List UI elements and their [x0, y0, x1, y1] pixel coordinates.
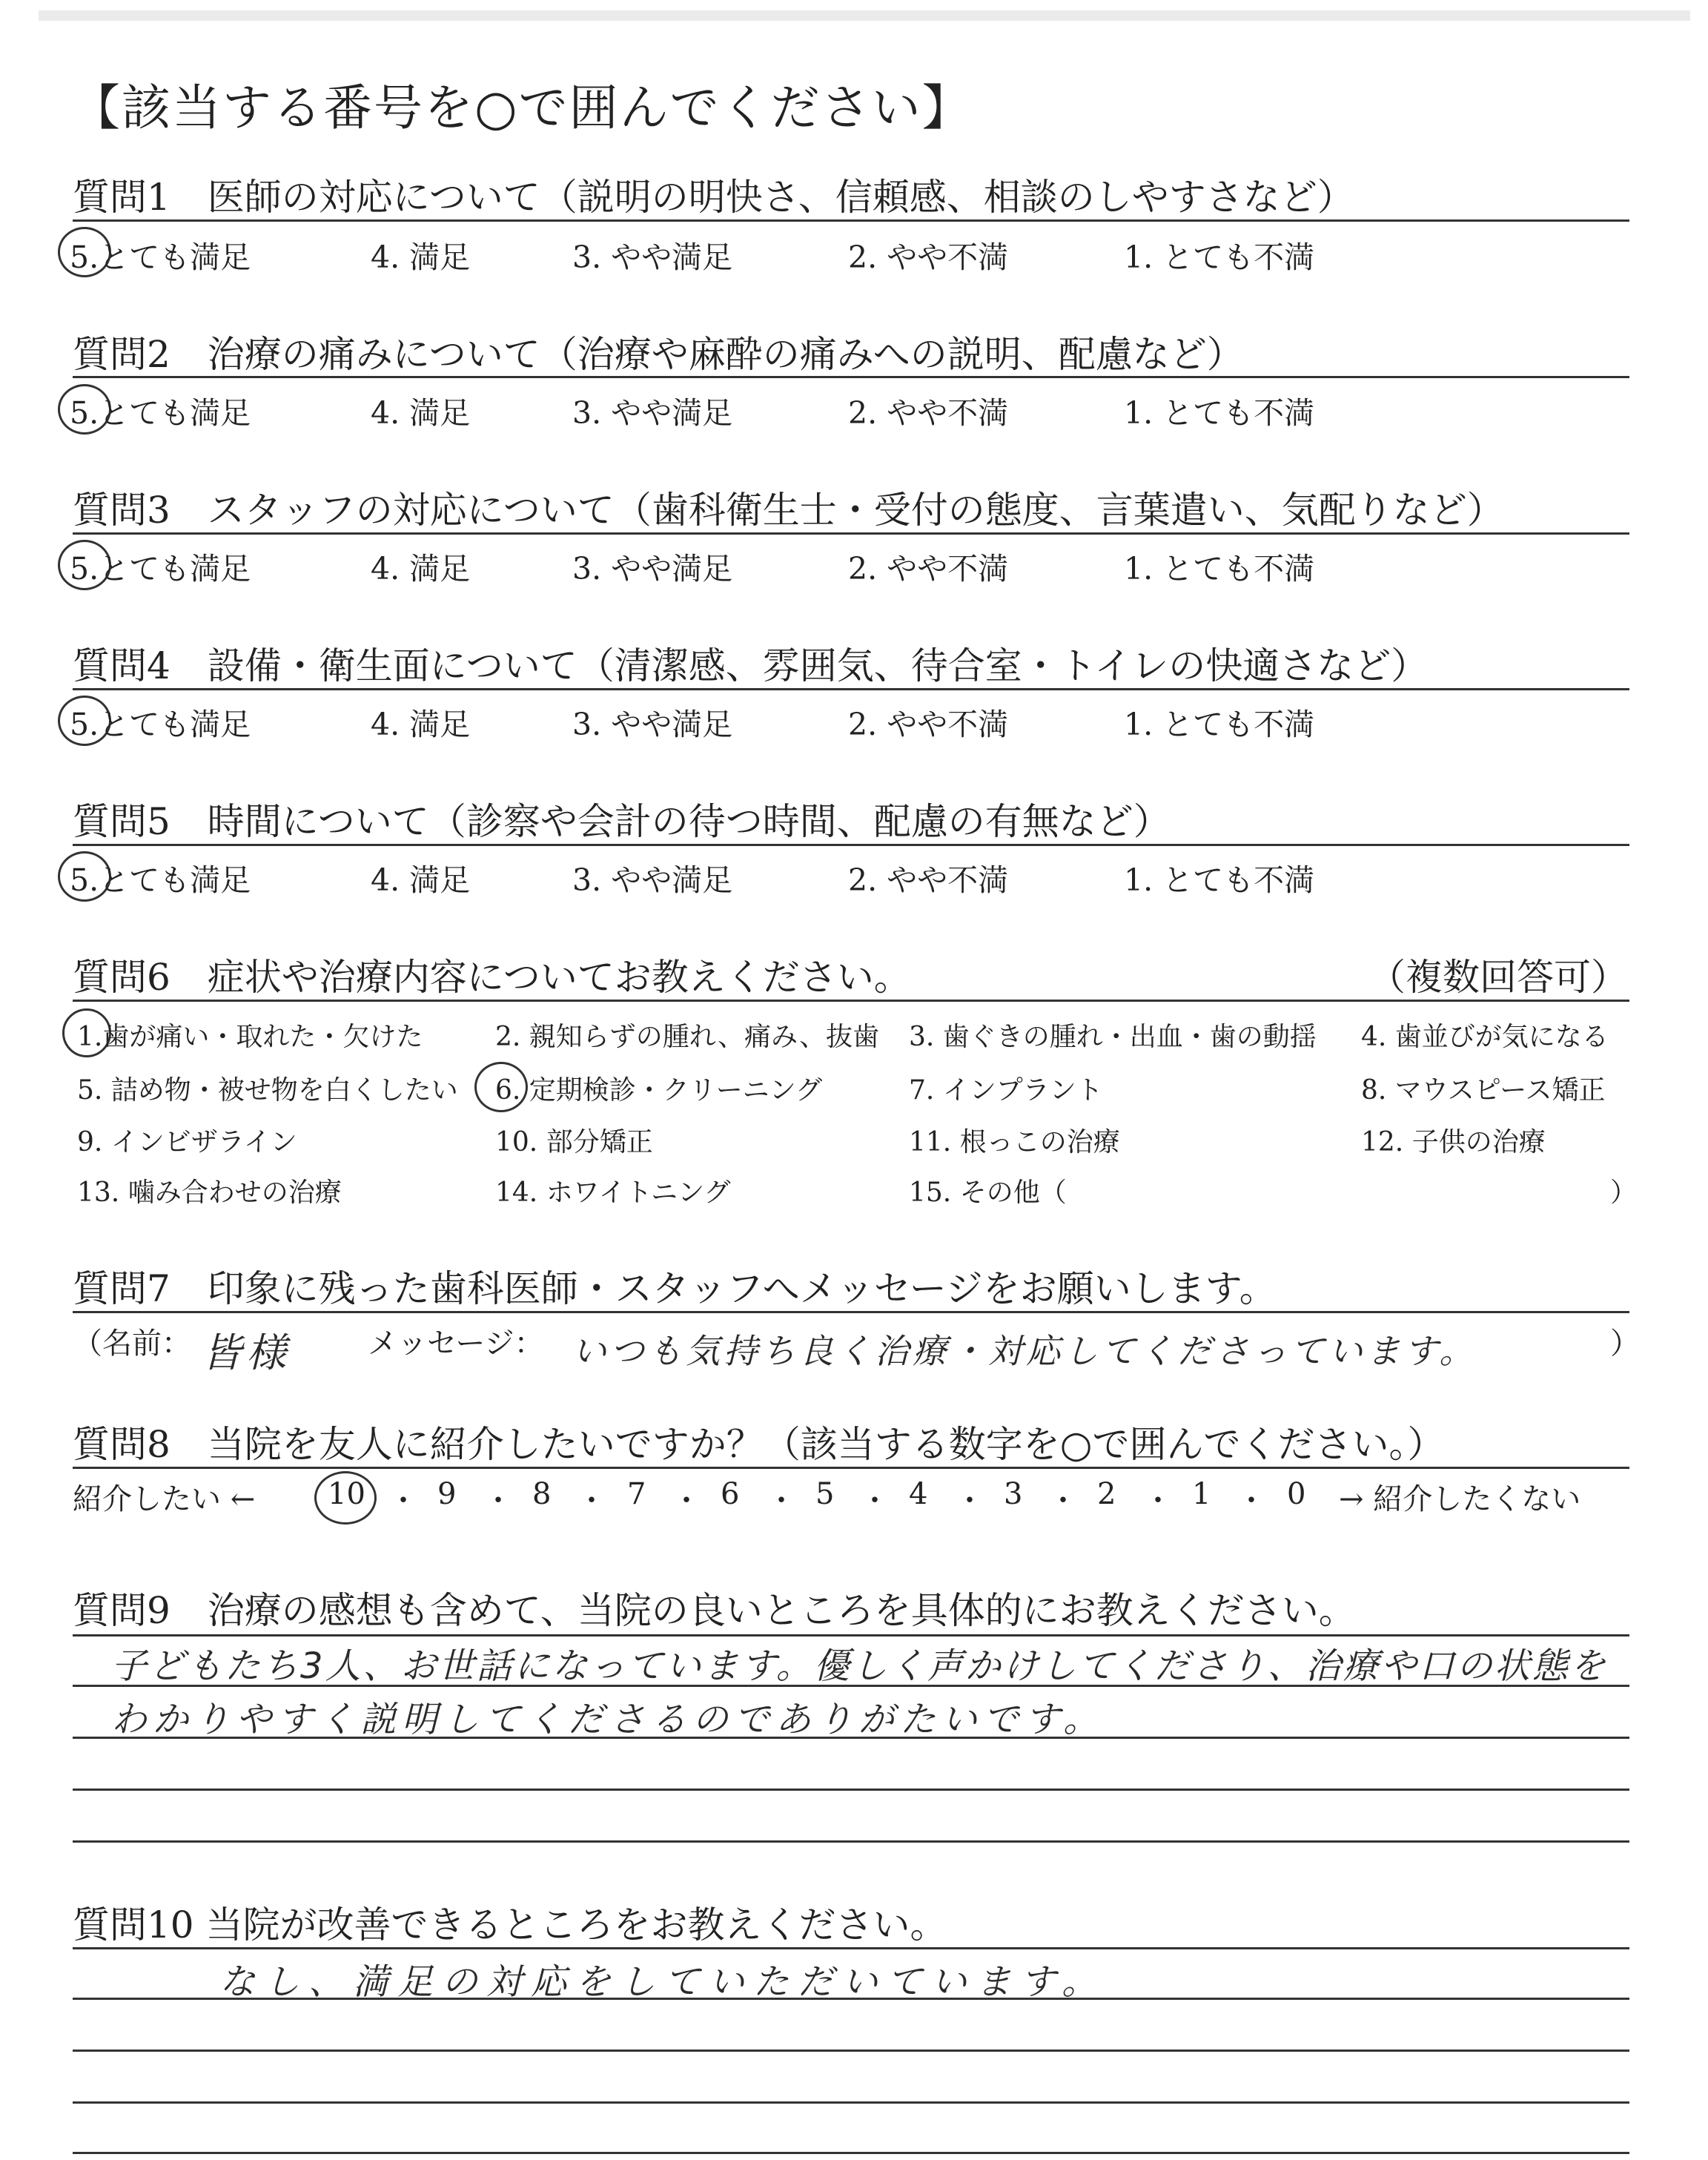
q8-sep: ・ — [577, 1484, 606, 1518]
q1-option-1[interactable]: 1. とても不満 — [1124, 240, 1315, 275]
q2-heading: 質問2 治療の痛みについて（治療や麻酔の痛みへの説明、配慮など） — [73, 333, 1244, 376]
q9-answer-line-1[interactable]: 子どもたち3人、お世話になっています。優しく声かけしてくださり、治療や口の状態を — [111, 1645, 1608, 1687]
q8-sep: ・ — [860, 1484, 890, 1518]
q8-rule — [73, 1467, 1629, 1469]
q7-message-handwritten[interactable]: いつも気持ち良く治療・対応してくださっています。 — [572, 1331, 1477, 1371]
q1-heading: 質問1 医師の対応について（説明の明快さ、信頼感、相談のしやすさなど） — [73, 176, 1354, 219]
q9-rule-1 — [73, 1634, 1629, 1636]
q8-scale-2[interactable]: 2 — [1097, 1477, 1116, 1511]
q5-option-4[interactable]: 4. 満足 — [371, 862, 471, 898]
q4-heading: 質問4 設備・衛生面について（清潔感、雰囲気、待合室・トイレの快適さなど） — [73, 644, 1429, 687]
q6-item-6[interactable]: 6. 定期検診・クリーニング — [495, 1075, 823, 1106]
q7-rule — [73, 1311, 1629, 1313]
q6-item-14[interactable]: 14. ホワイトニング — [495, 1178, 731, 1208]
q4-option-1[interactable]: 1. とても不満 — [1124, 707, 1315, 742]
q8-scale-5[interactable]: 5 — [815, 1477, 835, 1511]
q10-rule-4 — [73, 2101, 1629, 2104]
q8-scale-0[interactable]: 0 — [1287, 1477, 1306, 1511]
q4-option-3[interactable]: 3. やや満足 — [572, 707, 733, 742]
q8-sep: ・ — [767, 1484, 796, 1518]
q6-item-13[interactable]: 13. 噛み合わせの治療 — [77, 1178, 342, 1208]
scan-top-edge — [39, 10, 1690, 21]
q2-option-1[interactable]: 1. とても不満 — [1124, 395, 1315, 431]
q5-rule — [73, 844, 1629, 846]
form-title: 【該当する番号を○で囲んでください】 — [71, 79, 973, 136]
q1-option-4[interactable]: 4. 満足 — [371, 240, 471, 275]
q1-rule — [73, 219, 1629, 222]
q10-rule-5 — [73, 2152, 1629, 2154]
q8-sep: ・ — [1048, 1484, 1078, 1518]
q8-scale-9[interactable]: 9 — [437, 1477, 457, 1511]
q6-other-close-paren: ） — [1610, 1178, 1638, 1208]
q4-option-4[interactable]: 4. 満足 — [371, 707, 471, 742]
q6-item-5[interactable]: 5. 詰め物・被せ物を白くしたい — [77, 1075, 458, 1106]
q10-rule-1 — [73, 1947, 1629, 1949]
q10-answer-line-1[interactable]: なし、満足の対応をしていただいています。 — [219, 1961, 1107, 2003]
q9-heading: 質問9 治療の感想も含めて、当院の良いところを具体的にお教えください。 — [73, 1589, 1356, 1632]
q6-item-9[interactable]: 9. インビザライン — [77, 1127, 297, 1157]
q8-sep: ・ — [955, 1484, 984, 1518]
q8-scale-6[interactable]: 6 — [721, 1477, 740, 1511]
q6-item-1[interactable]: 1.歯が痛い・取れた・欠けた — [77, 1022, 423, 1052]
q2-option-4[interactable]: 4. 満足 — [371, 395, 471, 431]
q6-item-11[interactable]: 11. 根っこの治療 — [909, 1127, 1120, 1157]
q6-item-7[interactable]: 7. インプラント — [909, 1075, 1103, 1106]
q4-option-2[interactable]: 2. やや不満 — [848, 707, 1009, 742]
q8-scale-10[interactable]: 10 — [328, 1477, 365, 1511]
q3-option-5[interactable]: 5.とても満足 — [70, 551, 251, 587]
q6-multiple-note: （複数回答可） — [1368, 956, 1628, 999]
q8-scale-7[interactable]: 7 — [627, 1477, 646, 1511]
q3-rule — [73, 532, 1629, 535]
q4-rule — [73, 688, 1629, 690]
q6-item-10[interactable]: 10. 部分矯正 — [495, 1127, 653, 1157]
q6-item-15[interactable]: 15. その他（ — [909, 1178, 1067, 1208]
q6-item-2[interactable]: 2. 親知らずの腫れ、痛み、抜歯 — [495, 1022, 880, 1052]
q8-sep: ・ — [1237, 1484, 1266, 1518]
q8-sep: ・ — [388, 1484, 418, 1518]
q1-option-3[interactable]: 3. やや満足 — [572, 240, 733, 275]
q6-item-4[interactable]: 4. 歯並びが気になる — [1361, 1022, 1609, 1052]
q7-name-label: （名前： — [73, 1327, 191, 1361]
q7-message-label: メッセージ： — [368, 1327, 544, 1361]
q10-heading: 質問10 当院が改善できるところをお教えください。 — [73, 1903, 947, 1946]
q5-option-3[interactable]: 3. やや満足 — [572, 862, 733, 898]
q6-heading: 質問6 症状や治療内容についてお教えください。 — [73, 956, 911, 999]
q8-sep: ・ — [483, 1484, 513, 1518]
q7-name-handwritten[interactable]: 皆様 — [202, 1330, 291, 1376]
q2-option-2[interactable]: 2. やや不満 — [848, 395, 1009, 431]
q5-heading: 質問5 時間について（診察や会計の待つ時間、配慮の有無など） — [73, 800, 1171, 843]
q7-heading: 質問7 印象に残った歯科医師・スタッフへメッセージをお願いします。 — [73, 1267, 1277, 1310]
q4-option-5[interactable]: 5.とても満足 — [70, 707, 251, 742]
q8-sep: ・ — [1143, 1484, 1173, 1518]
q6-item-3[interactable]: 3. 歯ぐきの腫れ・出血・歯の動揺 — [909, 1022, 1317, 1052]
q3-option-2[interactable]: 2. やや不満 — [848, 551, 1009, 587]
q7-close-paren: ） — [1610, 1327, 1640, 1361]
q5-option-1[interactable]: 1. とても不満 — [1124, 862, 1315, 898]
q1-option-5[interactable]: 5.とても満足 — [70, 240, 251, 275]
q8-scale-3[interactable]: 3 — [1004, 1477, 1023, 1511]
q8-left-label: 紹介したい ← — [73, 1482, 256, 1516]
q2-rule — [73, 376, 1629, 378]
q8-scale-1[interactable]: 1 — [1192, 1477, 1211, 1511]
q3-option-4[interactable]: 4. 満足 — [371, 551, 471, 587]
q6-item-12[interactable]: 12. 子供の治療 — [1361, 1127, 1546, 1157]
q3-option-3[interactable]: 3. やや満足 — [572, 551, 733, 587]
q2-option-5[interactable]: 5.とても満足 — [70, 395, 251, 431]
q8-scale-4[interactable]: 4 — [909, 1477, 928, 1511]
q1-option-2[interactable]: 2. やや不満 — [848, 240, 1009, 275]
q8-sep: ・ — [672, 1484, 701, 1518]
q6-item-8[interactable]: 8. マウスピース矯正 — [1361, 1075, 1606, 1106]
q3-heading: 質問3 スタッフの対応について（歯科衛生士・受付の態度、言葉遣い、気配りなど） — [73, 489, 1504, 532]
q5-option-2[interactable]: 2. やや不満 — [848, 862, 1009, 898]
q9-rule-5 — [73, 1840, 1629, 1843]
q6-rule — [73, 1000, 1629, 1002]
q2-option-3[interactable]: 3. やや満足 — [572, 395, 733, 431]
q8-scale-8[interactable]: 8 — [532, 1477, 552, 1511]
q3-option-1[interactable]: 1. とても不満 — [1124, 551, 1315, 587]
q9-rule-4 — [73, 1789, 1629, 1791]
q5-option-5[interactable]: 5.とても満足 — [70, 862, 251, 898]
q8-heading: 質問8 当院を友人に紹介したいですか？（該当する数字を○で囲んでください。） — [73, 1423, 1445, 1466]
q9-answer-line-2[interactable]: わかりやすく説明してくださるのでありがたいです。 — [111, 1699, 1105, 1740]
q10-rule-3 — [73, 2050, 1629, 2052]
q8-right-label: → 紹介したくない — [1339, 1482, 1581, 1516]
